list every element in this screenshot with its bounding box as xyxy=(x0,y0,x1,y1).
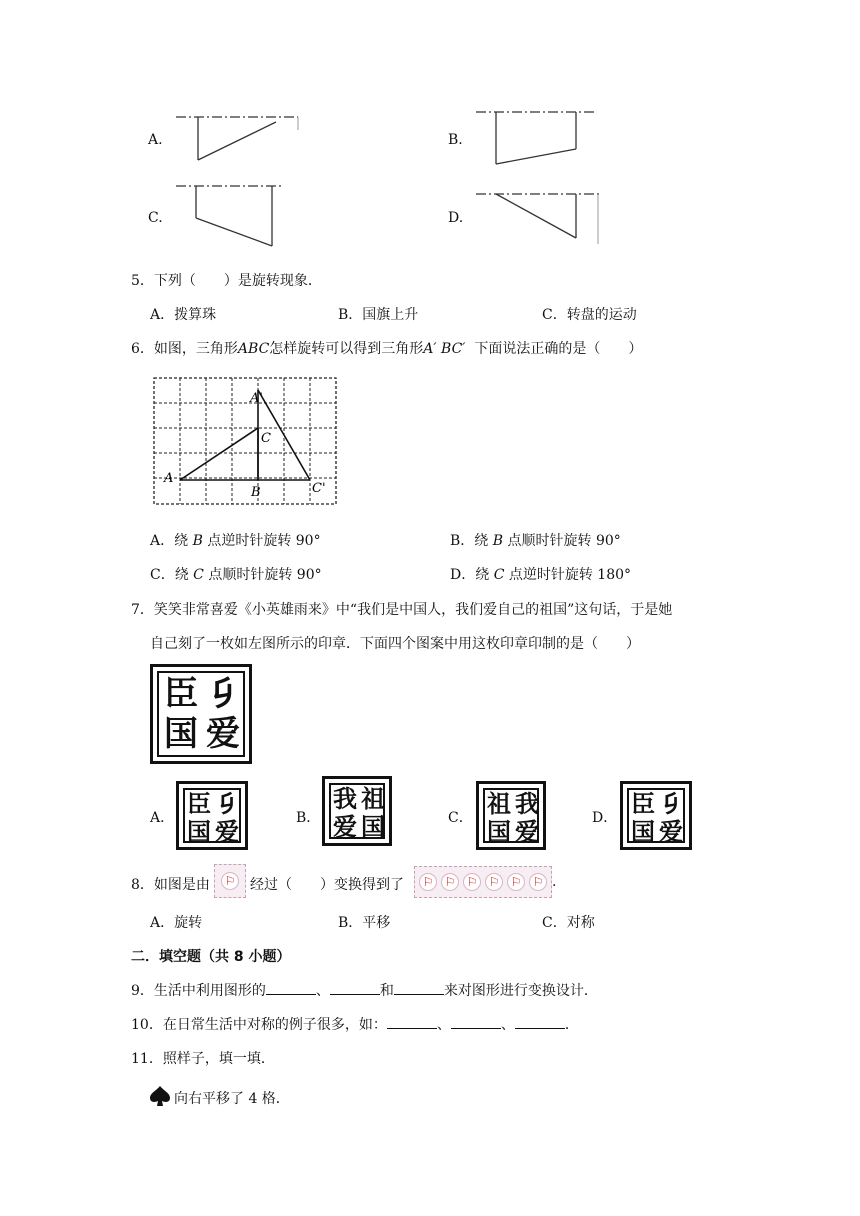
q5-option-c: C．转盘的运动 xyxy=(542,307,637,323)
q7-number: 7． xyxy=(131,602,154,618)
q8-runner-strip-image xyxy=(414,866,552,898)
runner-icon: ⚐ xyxy=(507,873,525,891)
runner-icon: ⚐ xyxy=(463,873,481,891)
q7-option-c-label: C． xyxy=(448,810,473,826)
q10-blank-3[interactable] xyxy=(515,1014,565,1029)
q8-number: 8． xyxy=(131,877,154,893)
q6-option-d: D．绕 C 点逆时针旋转 180° xyxy=(450,567,632,583)
q8-single-runner-image xyxy=(214,864,246,898)
q6-number: 6． xyxy=(131,341,154,357)
q4-option-b-label: B. xyxy=(448,132,463,148)
q9-blank-2[interactable] xyxy=(330,980,380,995)
q7-option-b-seal: 我 祖 爱 国 xyxy=(322,776,392,846)
q7-option-b-label: B． xyxy=(296,810,321,826)
q8-text-a: 如图是由 xyxy=(153,877,210,893)
q7-seal-main: 臣 𠂎 国 爱 xyxy=(150,664,252,764)
q4-option-d-figure xyxy=(476,186,606,248)
q8-text-c: . xyxy=(552,874,557,890)
q7-text-line1: 笑笑非常喜爱《小英雄雨来》中“我们是中国人，我们爱自己的祖国”这句话，于是她 xyxy=(153,602,673,618)
q6-option-b: B．绕 B 点顺时针旋转 90° xyxy=(450,533,621,549)
q5-number: 5． xyxy=(131,273,154,289)
q6-triangle-abc-prime: A′ BC′ xyxy=(423,341,466,357)
q4-option-d-label: D. xyxy=(448,210,464,226)
q6-label-b: B xyxy=(251,485,261,500)
q8-stem-a xyxy=(131,874,210,894)
q4-option-a-label: A. xyxy=(148,132,163,148)
q6-option-a: A．绕 B 点逆时针旋转 90° xyxy=(150,533,321,549)
q6-label-c-prime: C' xyxy=(312,481,326,496)
q11-example-text: 向右平移了 4 格． xyxy=(174,1091,290,1107)
q8-option-c: C．对称 xyxy=(542,915,595,931)
runner-icon: ⚐ xyxy=(221,872,239,890)
q4-option-a-figure xyxy=(176,110,306,170)
runner-icon: ⚐ xyxy=(485,873,503,891)
q8-option-a: A．旋转 xyxy=(150,915,203,931)
q4-option-c-label: C. xyxy=(148,210,163,226)
q7-stem-line1 xyxy=(131,599,672,619)
q6-text-b: 怎样旋转可以得到三角形 xyxy=(269,341,424,357)
runner-icon: ⚐ xyxy=(419,873,437,891)
q9: 9．生活中利用图形的 、 和 来对图形进行变换设计． xyxy=(131,980,598,1000)
q6-label-a: A xyxy=(164,471,174,486)
q5-option-b: B．国旗上升 xyxy=(338,307,419,323)
runner-icon: ⚐ xyxy=(441,873,459,891)
q6-option-c: C．绕 C 点顺时针旋转 90° xyxy=(150,567,322,583)
q10-blank-2[interactable] xyxy=(451,1014,501,1029)
q5-option-a: A．拨算珠 xyxy=(150,307,217,323)
q11: 11．照样子，填一填． xyxy=(131,1051,275,1067)
q9-blank-1[interactable] xyxy=(266,980,316,995)
q9-blank-3[interactable] xyxy=(394,980,444,995)
section-heading-fill-blank: 二．填空题（共 8 小题） xyxy=(131,949,291,965)
q6-grid-figure xyxy=(150,374,340,508)
q6-stem xyxy=(131,338,642,358)
runner-icon: ⚐ xyxy=(529,873,547,891)
q7-option-d-label: D． xyxy=(592,810,618,826)
q7-option-a-label: A． xyxy=(150,810,175,826)
q7-option-c-seal: 祖 我 国 爱 xyxy=(476,781,546,850)
q6-text-c: 下面说法正确的是（ ） xyxy=(474,341,643,357)
q6-triangle-abc: ABC xyxy=(237,341,270,357)
q8-option-b: B．平移 xyxy=(338,915,391,931)
q7-stem-line2: 自己刻了一枚如左图所示的印章．下面四个图案中用这枚印章印制的是（ ） xyxy=(150,636,640,652)
q7-option-d-seal: 臣 𠂎 国 爱 xyxy=(620,781,692,850)
q6-label-c: C xyxy=(261,431,271,446)
q10: 10．在日常生活中对称的例子很多，如： 、 、 ． xyxy=(131,1014,579,1034)
q6-label-a-prime: A' xyxy=(250,391,263,406)
q8-text-b: 经过（ ）变换得到了 xyxy=(250,877,404,893)
q4-option-c-figure xyxy=(176,180,286,252)
q7-option-a-seal: 臣 𠂎 国 爱 xyxy=(176,781,248,850)
q4-option-b-figure xyxy=(476,104,606,170)
spade-icon xyxy=(148,1084,172,1108)
q5-text: 下列（ ）是旋转现象． xyxy=(153,273,322,289)
q5-stem xyxy=(131,270,322,290)
q10-blank-1[interactable] xyxy=(387,1014,437,1029)
q6-text-a: 如图，三角形 xyxy=(153,341,238,357)
